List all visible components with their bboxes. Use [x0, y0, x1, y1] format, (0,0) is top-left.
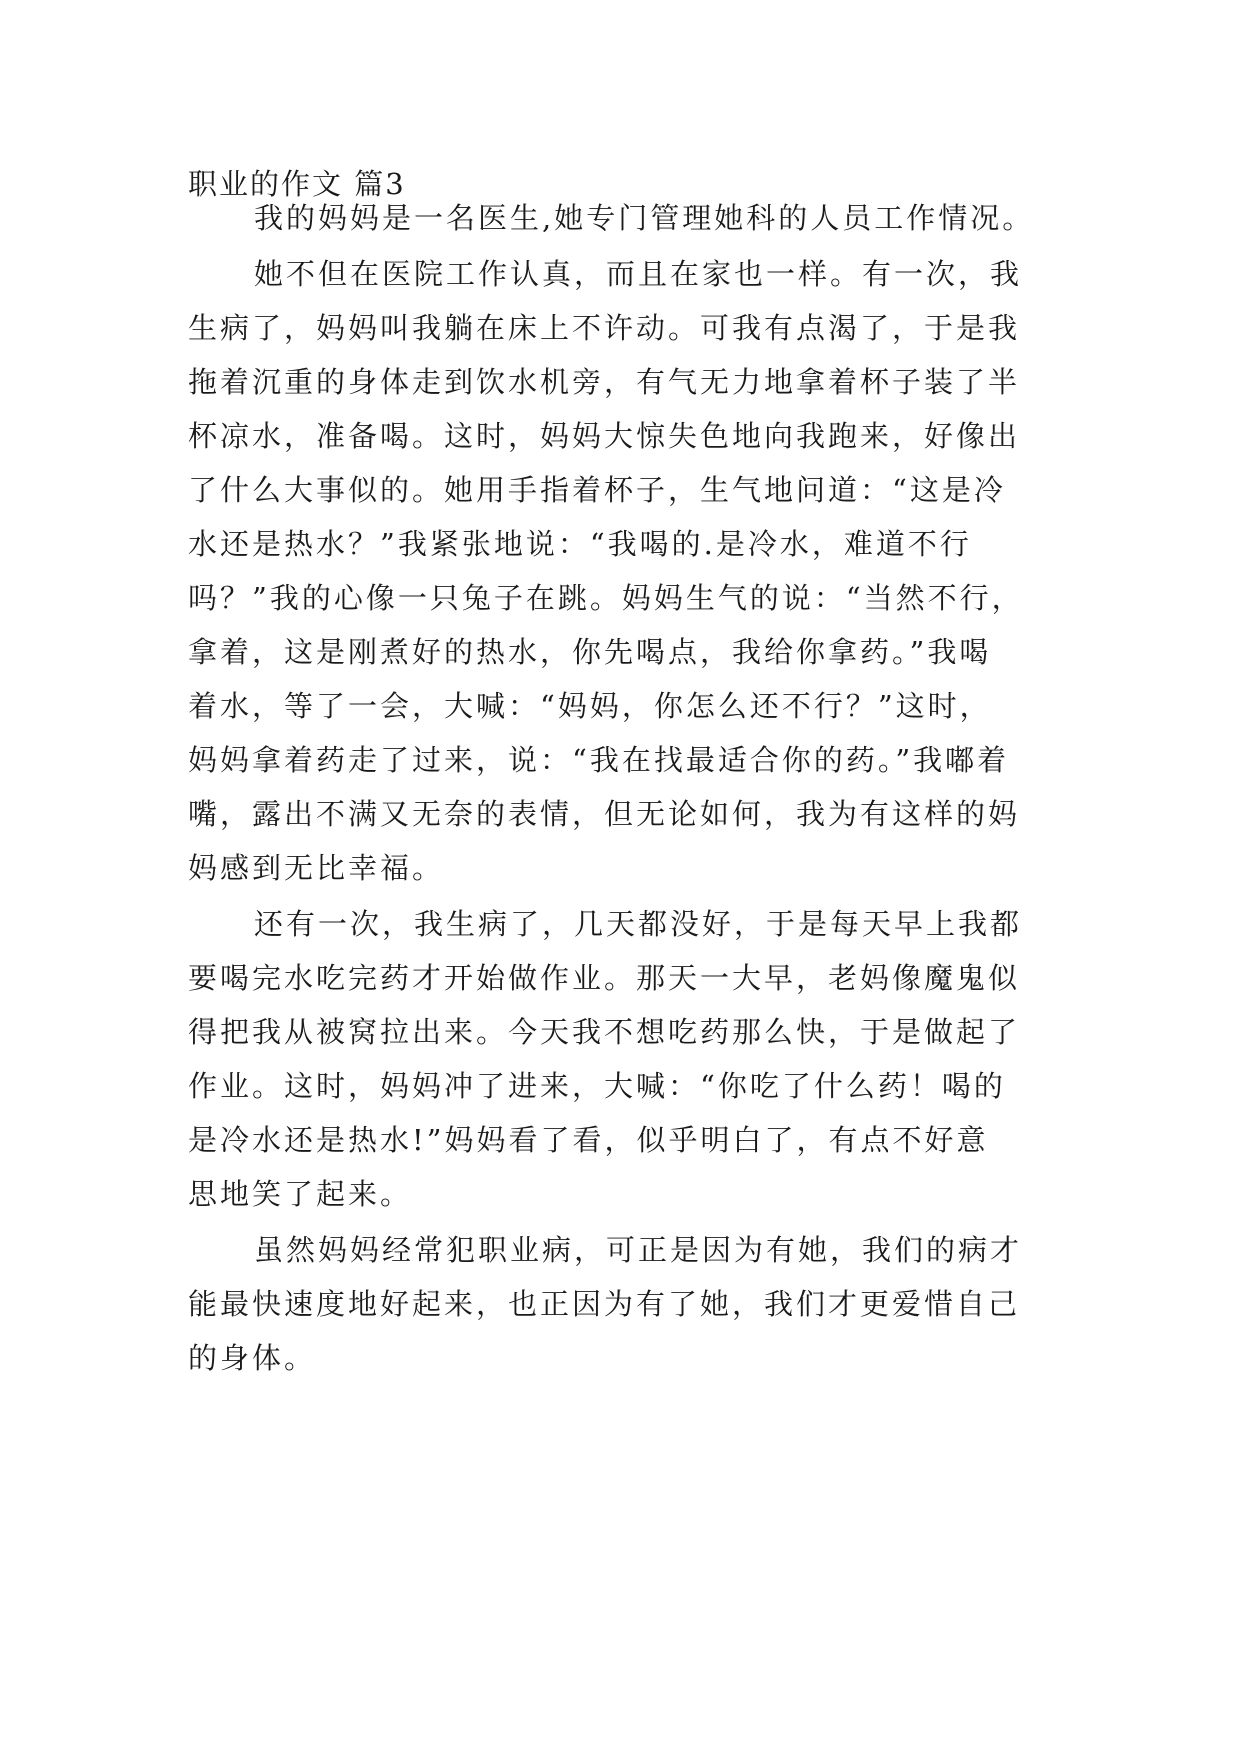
paragraph-3-line-3: 得把我从被窝拉出来。今天我不想吃药那么快，于是做起了 — [188, 1015, 1021, 1049]
paragraph-3-line-4: 作业。这时，妈妈冲了进来，大喊：“你吃了什么药！喝的 — [188, 1069, 1006, 1103]
paragraph-3-line-5: 是冷水还是热水!”妈妈看了看，似乎明白了，有点不好意 — [188, 1123, 989, 1157]
paragraph-2-line-8: 拿着，这是刚煮好的热水，你先喝点，我给你拿药。”我喝 — [188, 635, 992, 669]
paragraph-3-line-6: 思地笑了起来。 — [188, 1177, 413, 1211]
paragraph-3-line-1: 还有一次，我生病了，几天都没好，于是每天早上我都 — [254, 907, 1023, 941]
paragraph-4-line-2: 能最快速度地好起来，也正因为有了她，我们才更爱惜自己 — [188, 1287, 1021, 1321]
paragraph-2-line-5: 了什么大事似的。她用手指着杯子，生气地问道：“这是冷 — [188, 473, 1006, 507]
document-title: 职业的作文 篇3 — [188, 167, 406, 201]
paragraph-4-line-1: 虽然妈妈经常犯职业病，可正是因为有她，我们的病才 — [254, 1233, 1023, 1267]
paragraph-2-line-12: 妈感到无比幸福。 — [188, 851, 445, 885]
paragraph-2-line-11: 嘴，露出不满又无奈的表情，但无论如何，我为有这样的妈 — [188, 797, 1021, 831]
paragraph-1-line-1: 我的妈妈是一名医生,她专门管理她科的人员工作情况。 — [254, 201, 1035, 235]
paragraph-2-line-2: 生病了，妈妈叫我躺在床上不许动。可我有点渴了，于是我 — [188, 311, 1021, 345]
paragraph-2-line-4: 杯凉水，准备喝。这时，妈妈大惊失色地向我跑来，好像出 — [188, 419, 1021, 453]
paragraph-2-line-9: 着水，等了一会，大喊：“妈妈，你怎么还不行？”这时， — [188, 689, 992, 723]
paragraph-3-line-2: 要喝完水吃完药才开始做作业。那天一大早，老妈像魔鬼似 — [188, 961, 1021, 995]
paragraph-2-line-1: 她不但在医院工作认真，而且在家也一样。有一次，我 — [254, 257, 1023, 291]
paragraph-2-line-3: 拖着沉重的身体走到饮水机旁，有气无力地拿着杯子装了半 — [188, 365, 1021, 399]
paragraph-2-line-6: 水还是热水？”我紧张地说：“我喝的.是冷水，难道不行 — [188, 527, 972, 561]
paragraph-2-line-7: 吗？”我的心像一只兔子在跳。妈妈生气的说：“当然不行， — [188, 581, 1024, 615]
paragraph-4-line-3: 的身体。 — [188, 1341, 317, 1375]
paragraph-2-line-10: 妈妈拿着药走了过来，说：“我在找最适合你的药。”我嘟着 — [188, 743, 1010, 777]
